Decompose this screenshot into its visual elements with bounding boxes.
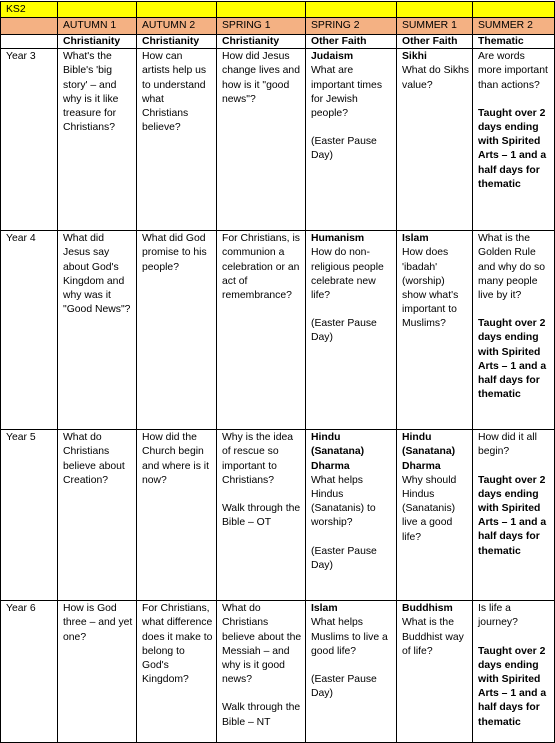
unit-question: What is the Golden Rule and why do so many people live by it? (478, 233, 546, 302)
autumn-1-cell: What's the Bible's 'big story' – and why is it like treasure for Christians? (58, 49, 137, 231)
summer-1-cell (397, 601, 473, 743)
autumn-2-cell: How did the Church begin and where is it now? (137, 430, 217, 601)
subject-row (1, 35, 555, 49)
faith-name: Buddhism (402, 603, 453, 615)
autumn-2-cell: For Christians, what difference does it make to belong to God's Kingdom? (137, 601, 217, 743)
year-label: Year 3 (1, 49, 58, 231)
unit-question: What is the Buddhist way of life? (402, 617, 464, 657)
autumn-1-cell: What did Jesus say about God's Kingdom and why was it "Good News"? (58, 231, 137, 430)
term-header-autumn-1: AUTUMN 1 (58, 18, 137, 35)
summer-2-cell (473, 430, 555, 601)
key-stage-fill (306, 2, 397, 18)
delivery-note: Taught over 2 days ending with Spirited Arts – 1 and a half days for thematic (478, 318, 547, 401)
easter-pause-note: (Easter Pause Day) (311, 318, 377, 344)
summer-1-cell (397, 430, 473, 601)
easter-pause-note: (Easter Pause Day) (311, 136, 377, 162)
subject-autumn-2: Christianity (137, 35, 217, 49)
spring-2-cell (306, 49, 397, 231)
key-stage-fill (137, 2, 217, 18)
autumn-2-cell: How can artists help us to understand what Christians believe? (137, 49, 217, 231)
faith-name: Islam (402, 233, 429, 245)
term-header-autumn-2: AUTUMN 2 (137, 18, 217, 35)
faith-name: Hindu (Sanatana) Dharma (311, 432, 365, 472)
subject-blank (1, 35, 58, 49)
term-header-spring-1: SPRING 1 (217, 18, 306, 35)
subject-summer-2: Thematic (473, 35, 555, 49)
key-stage-fill (217, 2, 306, 18)
faith-name: Sikhi (402, 51, 427, 63)
summer-1-cell (397, 49, 473, 231)
year-row (1, 430, 555, 601)
summer-1-cell (397, 231, 473, 430)
unit-question: What helps Muslims to live a good life? (311, 617, 388, 657)
subject-summer-1: Other Faith (397, 35, 473, 49)
key-stage-label: KS2 (1, 2, 58, 18)
faith-name: Judaism (311, 51, 354, 63)
spring-1-cell (217, 601, 306, 743)
unit-question: What do Sikhs value? (402, 65, 469, 91)
autumn-2-cell: What did God promise to his people? (137, 231, 217, 430)
term-header-row (1, 18, 555, 35)
faith-name: Islam (311, 603, 338, 615)
year-row (1, 231, 555, 430)
unit-question: How do non-religious people celebrate new life? (311, 247, 384, 302)
ks2-curriculum-table (0, 1, 555, 743)
delivery-note: Taught over 2 days ending with Spirited Arts – 1 and a half days for thematic (478, 107, 547, 190)
unit-question: What are important times for Jewish people? (311, 65, 383, 120)
year-label: Year 5 (1, 430, 58, 601)
easter-pause-note: (Easter Pause Day) (311, 545, 377, 571)
delivery-note: Taught over 2 days ending with Spirited Arts – 1 and a half days for thematic (478, 645, 547, 728)
spring-2-cell (306, 430, 397, 601)
bible-walk-note: Walk through the Bible – OT (222, 503, 301, 529)
autumn-1-cell: How is God three – and yet one? (58, 601, 137, 743)
autumn-1-cell: What do Christians believe about Creation? (58, 430, 137, 601)
unit-question: Why is the idea of rescue so important to Christians? (222, 432, 294, 486)
year-label: Year 6 (1, 601, 58, 743)
unit-question: Are words more important than actions? (478, 51, 548, 91)
year-label: Year 4 (1, 231, 58, 430)
key-stage-fill (397, 2, 473, 18)
easter-pause-note: (Easter Pause Day) (311, 674, 377, 700)
key-stage-fill (58, 2, 137, 18)
key-stage-fill (473, 2, 555, 18)
subject-autumn-1: Christianity (58, 35, 137, 49)
unit-question: How does 'ibadah' (worship) show what's important to Muslims? (402, 247, 459, 330)
term-header-summer-1: SUMMER 1 (397, 18, 473, 35)
term-header-spring-2: SPRING 2 (306, 18, 397, 35)
year-row (1, 601, 555, 743)
delivery-note: Taught over 2 days ending with Spirited Arts – 1 and a half days for thematic (478, 474, 547, 557)
spring-1-cell (217, 430, 306, 601)
subject-spring-1: Christianity (217, 35, 306, 49)
unit-question: How did it all begin? (478, 432, 537, 458)
summer-2-cell (473, 49, 555, 231)
subject-spring-2: Other Faith (306, 35, 397, 49)
faith-name: Hindu (Sanatana) Dharma (402, 432, 456, 472)
summer-2-cell (473, 231, 555, 430)
year-row (1, 49, 555, 231)
spring-1-cell: For Christians, is communion a celebration or an act of remembrance? (217, 231, 306, 430)
bible-walk-note: Walk through the Bible – NT (222, 702, 301, 728)
term-header-blank (1, 18, 58, 35)
unit-question: Is life a journey? (478, 603, 518, 629)
spring-2-cell (306, 231, 397, 430)
term-header-summer-2: SUMMER 2 (473, 18, 555, 35)
summer-2-cell (473, 601, 555, 743)
spring-2-cell (306, 601, 397, 743)
unit-question: Why should Hindus (Sanatanis) live a good life? (402, 474, 457, 543)
faith-name: Humanism (311, 233, 365, 245)
spring-1-cell: How did Jesus change lives and how is it "good news"? (217, 49, 306, 231)
unit-question: What helps Hindus (Sanatanis) to worship? (311, 474, 376, 529)
unit-question: What do Christians believe about the Messiah – and why is it good news? (222, 603, 302, 686)
key-stage-row (1, 2, 555, 18)
